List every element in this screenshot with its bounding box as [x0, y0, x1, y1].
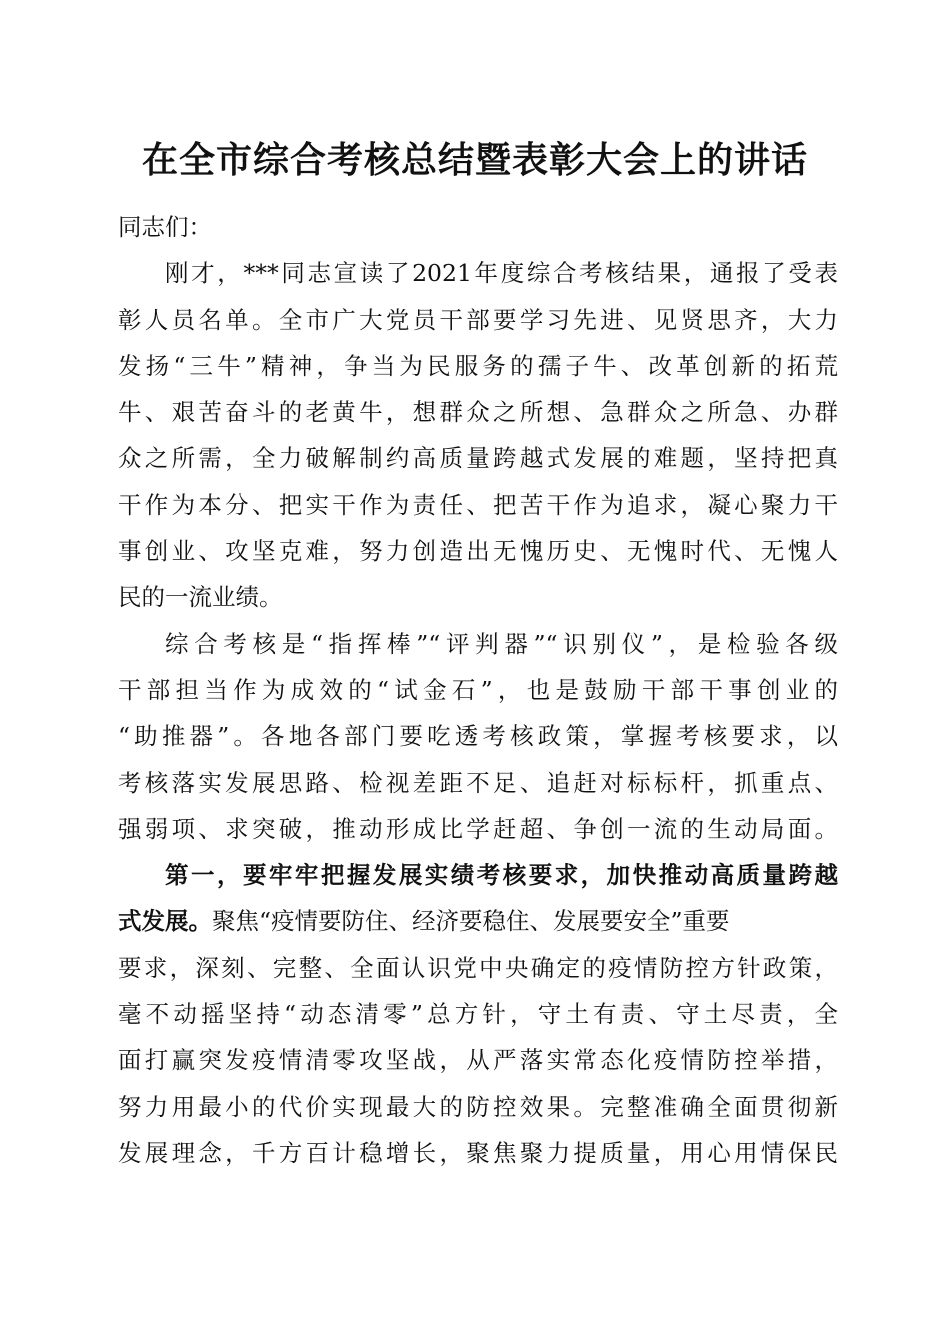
paragraph-2-line: “助推器”。各地各部门要吃透考核政策，掌握考核要求，以 — [118, 722, 838, 751]
paragraph-3-line — [118, 898, 838, 944]
paragraph-1-line: 发扬“三牛”精神，争当为民服务的孺子牛、改革创新的拓荒 — [118, 351, 838, 380]
paragraph-2-line: 强弱项、求突破，推动形成比学赶超、争创一流的生动局面。 — [118, 814, 838, 843]
paragraph-1-line: 事创业、攻坚克难，努力创造出无愧历史、无愧时代、无愧人 — [118, 537, 838, 566]
salutation: 同志们： — [118, 213, 212, 241]
paragraph-3-line: 要求，深刻、完整、全面认识党中央确定的疫情防控方针政策， — [118, 953, 838, 982]
document-title: 在全市综合考核总结暨表彰大会上的讲话 — [141, 139, 808, 181]
section-heading-first: 第一，要牢牢把握发展实绩考核要求，加快推动高质量跨越 — [165, 861, 838, 890]
section-heading-first-end: 式发展。 — [118, 907, 212, 936]
paragraph-3-line: 面打赢突发疫情清零攻坚战，从严落实常态化疫情防控举措， — [118, 1046, 838, 1075]
paragraph-2-line: 综合考核是“指挥棒”“评判器”“识别仪”，是检验各级 — [165, 629, 838, 658]
paragraph-1-line: 彰人员名单。全市广大党员干部要学习先进、见贤思齐，大力 — [118, 305, 838, 334]
paragraph-1-line: 众之所需，全力破解制约高质量跨越式发展的难题，坚持把真 — [118, 444, 838, 473]
paragraph-3-line: 毫不动摇坚持“动态清零”总方针，守土有责、守土尽责，全 — [118, 1000, 838, 1029]
paragraph-1-line: 牛、艰苦奋斗的老黄牛，想群众之所想、急群众之所急、办群 — [118, 398, 838, 427]
paragraph-1-line: 刚才，***同志宣读了2021年度综合考核结果，通报了受表 — [165, 259, 838, 288]
paragraph-1-line: 民的一流业绩。 — [118, 583, 283, 612]
paragraph-1-line: 干作为本分、把实干作为责任、把苦干作为追求，凝心聚力干 — [118, 490, 838, 519]
paragraph-3-line: 努力用最小的代价实现最大的防控效果。完整准确全面贯彻新 — [118, 1092, 838, 1121]
paragraph-2-line: 干部担当作为成效的“试金石”，也是鼓励干部干事创业的 — [118, 675, 838, 704]
document-body — [118, 204, 838, 1176]
paragraph-3-text: 聚焦“疫情要防住、经济要稳住、发展要安全”重要 — [212, 907, 730, 936]
paragraph-2-line: 考核落实发展思路、检视差距不足、追赶对标标杆，抓重点、 — [118, 768, 838, 797]
paragraph-3-line: 发展理念，千方百计稳增长，聚焦聚力提质量，用心用情保民 — [118, 1138, 838, 1167]
